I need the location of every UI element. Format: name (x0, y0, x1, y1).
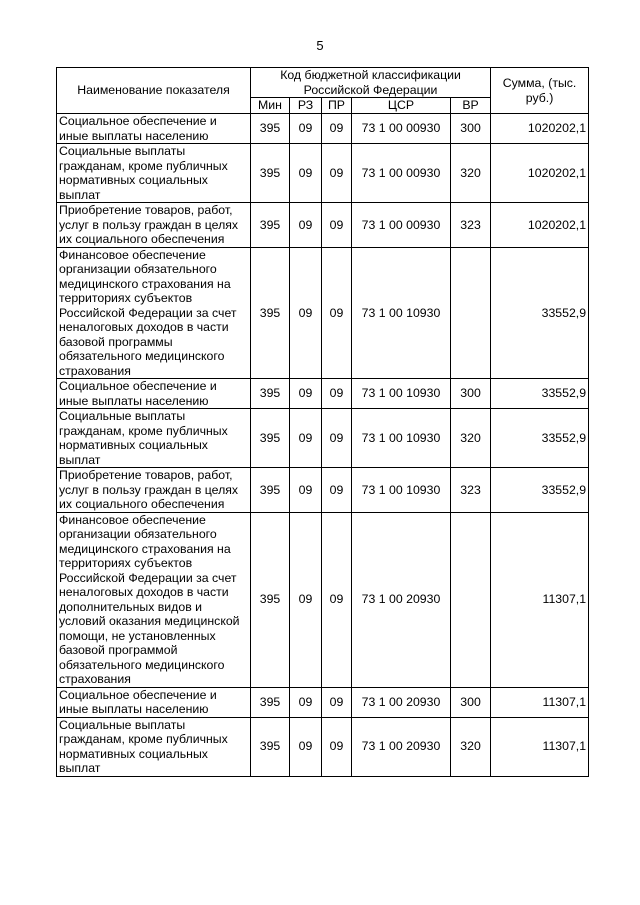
row-name: Социальные выплаты гражданам, кроме публичных нормативных социальных выплат (57, 409, 251, 468)
row-sum: 33552,9 (491, 247, 589, 379)
table-row (57, 468, 589, 513)
row-rz: 09 (290, 468, 322, 513)
row-name: Финансовое обеспечение организации обязательного медицинского страхования на территориях субъектов Российской Федерации за счет неналоговых доходов в части базовой программы обязательного медицинского страхования (57, 247, 251, 379)
row-min: 395 (251, 379, 290, 409)
row-csr: 73 1 00 10930 (352, 468, 451, 513)
row-vr: 323 (451, 203, 491, 248)
header-sum: Сумма, (тыс. руб.) (491, 68, 589, 114)
row-name: Социальное обеспечение и иные выплаты населению (57, 379, 251, 409)
row-csr: 73 1 00 20930 (352, 687, 451, 717)
table-row (57, 379, 589, 409)
row-rz: 09 (290, 203, 322, 248)
row-csr: 73 1 00 10930 (352, 247, 451, 379)
table-row (57, 203, 589, 248)
row-csr: 73 1 00 10930 (352, 409, 451, 468)
header-pr: ПР (322, 98, 352, 114)
table-row (57, 717, 589, 776)
header-code-group: Код бюджетной классификации Российской Федерации (251, 68, 491, 98)
row-vr (451, 247, 491, 379)
row-rz: 09 (290, 687, 322, 717)
row-pr: 09 (322, 409, 352, 468)
row-rz: 09 (290, 512, 322, 687)
header-name: Наименование показателя (57, 68, 251, 114)
row-min: 395 (251, 114, 290, 144)
row-rz: 09 (290, 409, 322, 468)
row-min: 395 (251, 468, 290, 513)
row-rz: 09 (290, 114, 322, 144)
row-pr: 09 (322, 468, 352, 513)
row-name: Приобретение товаров, работ, услуг в пользу граждан в целях их социального обеспечения (57, 468, 251, 513)
row-min: 395 (251, 512, 290, 687)
row-sum: 1020202,1 (491, 114, 589, 144)
row-sum: 33552,9 (491, 468, 589, 513)
row-pr: 09 (322, 247, 352, 379)
row-sum: 11307,1 (491, 512, 589, 687)
row-vr: 320 (451, 717, 491, 776)
table-row (57, 409, 589, 468)
row-csr: 73 1 00 00930 (352, 144, 451, 203)
row-name: Приобретение товаров, работ, услуг в пользу граждан в целях их социального обеспечения (57, 203, 251, 248)
table-row (57, 687, 589, 717)
row-sum: 11307,1 (491, 687, 589, 717)
row-csr: 73 1 00 20930 (352, 717, 451, 776)
row-pr: 09 (322, 144, 352, 203)
header-csr: ЦСР (352, 98, 451, 114)
row-name: Социальные выплаты гражданам, кроме публичных нормативных социальных выплат (57, 144, 251, 203)
row-rz: 09 (290, 247, 322, 379)
row-pr: 09 (322, 379, 352, 409)
row-name: Социальное обеспечение и иные выплаты населению (57, 687, 251, 717)
row-name: Социальные выплаты гражданам, кроме публичных нормативных социальных выплат (57, 717, 251, 776)
row-pr: 09 (322, 717, 352, 776)
row-vr (451, 512, 491, 687)
row-sum: 1020202,1 (491, 203, 589, 248)
row-name: Финансовое обеспечение организации обязательного медицинского страхования на территориях субъектов Российской Федерации за счет неналоговых доходов в части дополнительных видов и условий оказания медицинской помощи, не установленных базовой программой обязательного медицинского страхования (57, 512, 251, 687)
row-sum: 11307,1 (491, 717, 589, 776)
row-vr: 300 (451, 687, 491, 717)
row-min: 395 (251, 717, 290, 776)
row-csr: 73 1 00 20930 (352, 512, 451, 687)
row-rz: 09 (290, 717, 322, 776)
table-row (57, 512, 589, 687)
row-vr: 300 (451, 379, 491, 409)
header-rz: РЗ (290, 98, 322, 114)
header-min: Мин (251, 98, 290, 114)
row-sum: 33552,9 (491, 379, 589, 409)
row-name: Социальное обеспечение и иные выплаты населению (57, 114, 251, 144)
row-vr: 320 (451, 409, 491, 468)
row-csr: 73 1 00 10930 (352, 379, 451, 409)
row-pr: 09 (322, 203, 352, 248)
budget-table (56, 67, 589, 777)
table-row (57, 247, 589, 379)
table-row (57, 114, 589, 144)
row-sum: 33552,9 (491, 409, 589, 468)
row-min: 395 (251, 409, 290, 468)
row-min: 395 (251, 687, 290, 717)
row-vr: 323 (451, 468, 491, 513)
row-vr: 300 (451, 114, 491, 144)
row-pr: 09 (322, 512, 352, 687)
row-csr: 73 1 00 00930 (352, 203, 451, 248)
header-vr: ВР (451, 98, 491, 114)
row-pr: 09 (322, 687, 352, 717)
row-min: 395 (251, 144, 290, 203)
row-pr: 09 (322, 114, 352, 144)
row-min: 395 (251, 247, 290, 379)
row-rz: 09 (290, 144, 322, 203)
table-row (57, 144, 589, 203)
page-number: 5 (316, 38, 324, 53)
row-min: 395 (251, 203, 290, 248)
row-sum: 1020202,1 (491, 144, 589, 203)
row-vr: 320 (451, 144, 491, 203)
row-csr: 73 1 00 00930 (352, 114, 451, 144)
row-rz: 09 (290, 379, 322, 409)
